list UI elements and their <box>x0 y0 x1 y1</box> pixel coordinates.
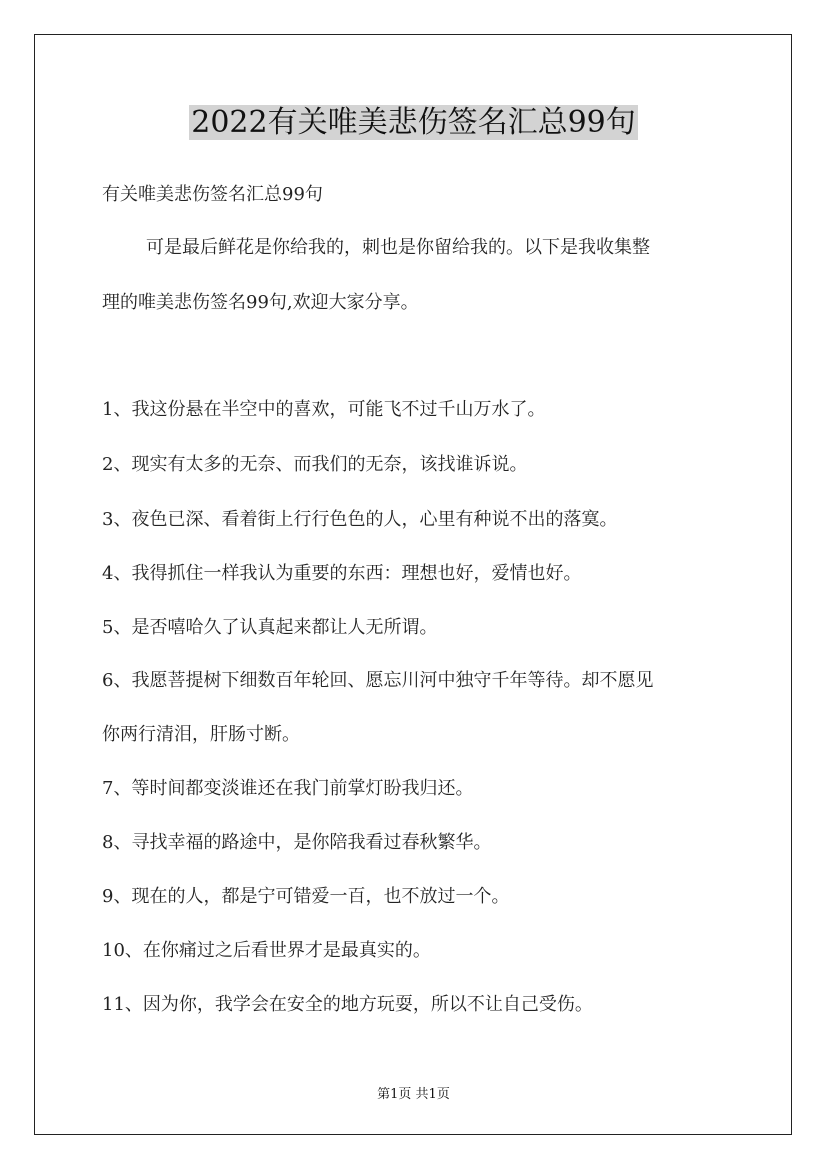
list-item-continuation: 你两行清泪，肝肠寸断。 <box>102 724 300 745</box>
list-item: 7、等时间都变淡谁还在我门前掌灯盼我归还。 <box>102 778 474 799</box>
intro-line-1: 可是最后鲜花是你给我的，刺也是你留给我的。以下是我收集整 <box>146 237 650 258</box>
list-item: 10、在你痛过之后看世界才是最真实的。 <box>102 940 431 961</box>
intro-line-2: 理的唯美悲伤签名99句,欢迎大家分享。 <box>102 292 419 313</box>
list-item: 3、夜色已深、看着街上行行色色的人，心里有种说不出的落寞。 <box>102 509 618 530</box>
list-item: 2、现实有太多的无奈、而我们的无奈，该找谁诉说。 <box>102 454 528 475</box>
list-item: 11、因为你，我学会在安全的地方玩耍，所以不让自己受伤。 <box>102 994 593 1015</box>
list-item: 5、是否嘻哈久了认真起来都让人无所谓。 <box>102 617 438 638</box>
document-subtitle: 有关唯美悲伤签名汇总99句 <box>102 184 323 205</box>
list-item: 6、我愿菩提树下细数百年轮回、愿忘川河中独守千年等待。却不愿见 <box>102 670 654 691</box>
list-item: 8、寻找幸福的路途中，是你陪我看过春秋繁华。 <box>102 832 492 853</box>
list-item: 9、现在的人，都是宁可错爱一百，也不放过一个。 <box>102 886 510 907</box>
page-footer: 第1页 共1页 <box>377 1087 450 1102</box>
list-item: 1、我这份悬在半空中的喜欢，可能飞不过千山万水了。 <box>102 399 546 420</box>
document-title: 2022有关唯美悲伤签名汇总99句 <box>191 105 636 140</box>
list-item: 4、我得抓住一样我认为重要的东西：理想也好，爱情也好。 <box>102 563 582 584</box>
